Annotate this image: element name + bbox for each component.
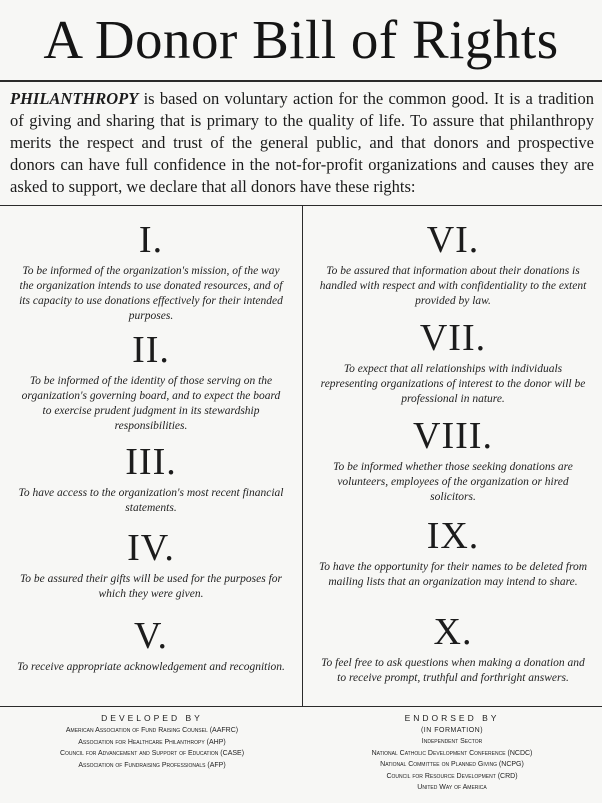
right-numeral: X.	[433, 611, 473, 653]
right-text: To be informed whether those seeking donations are volunteers, employees of the organization or hired solicitors.	[333, 461, 573, 503]
right-numeral: IX.	[426, 515, 480, 557]
organization-line: Council for Advancement and Support of Education (CASE)	[59, 750, 245, 757]
right-item-3	[6, 440, 296, 516]
organization-line: Council for Resource Development (CRD)	[386, 772, 518, 780]
organization-line: Independent Sector	[421, 738, 483, 745]
right-item-7	[308, 316, 598, 407]
organization-line: United Way of America	[417, 784, 487, 791]
column-divider	[302, 206, 303, 706]
right-numeral: IV.	[127, 527, 175, 569]
right-text: To feel free to ask questions when making a donation and to receive prompt, truthful and forthright answers.	[321, 657, 585, 684]
right-numeral: III.	[125, 441, 177, 483]
right-numeral: VII.	[419, 317, 487, 359]
title-rule	[0, 80, 602, 82]
right-text: To have the opportunity for their names to be deleted from mailing lists that an organization may intend to share.	[318, 561, 588, 588]
right-item-2	[6, 328, 296, 434]
developed-by-heading: DEVELOPED BY	[101, 713, 203, 723]
right-text: To be assured that information about their donations is handled with respect and with confidentiality to the extent provided by law.	[319, 265, 587, 307]
intro-keyword: PHILANTHROPY	[10, 89, 139, 108]
right-text: To have access to the organization's most recent financial statements.	[18, 487, 284, 514]
intro-rule	[0, 205, 602, 206]
intro-paragraph	[10, 88, 594, 198]
organization-line: National Catholic Development Conference (NCDC)	[371, 749, 533, 757]
right-item-9	[308, 514, 598, 590]
right-item-5	[6, 614, 296, 675]
organization-line: Association for Healthcare Philanthropy (AHP)	[78, 738, 226, 746]
page-title: A Donor Bill of Rights	[43, 9, 559, 70]
right-item-8	[308, 414, 598, 505]
right-text: To receive appropriate acknowledgement and recognition.	[17, 661, 285, 673]
right-numeral: I.	[138, 219, 164, 261]
developed-by-section	[2, 712, 302, 771]
organization-line: Association of Fundraising Professionals (AFP)	[78, 761, 226, 769]
organization-line: American Association of Fund Raising Counsel (AAFRC)	[65, 727, 239, 734]
right-numeral: VIII.	[413, 415, 493, 457]
intro-text: is based on voluntary action for the common good. It is a tradition of giving and sharing that is primary to the quality of life. To assure that philanthropy merits the respect and trust of the general public, and that donors and prospective donors can have full confidence in the not-for-profit organizations and causes they are asked to support, we declare that all donors have these rights:	[10, 89, 594, 196]
endorsed-by-heading: ENDORSED BY	[404, 713, 500, 723]
endorsed-by-section	[302, 712, 602, 794]
organization-line: National Committee on Planned Giving (NCPG)	[380, 761, 524, 768]
right-item-4	[6, 526, 296, 602]
right-text: To be informed of the organization's mission, of the way the organization intends to use donated resources, and of its capacity to use donations effectively for their intended purposes.	[19, 265, 283, 322]
right-text: To expect that all relationships with individuals representing organizations of interest to the donor will be professional in nature.	[320, 363, 586, 405]
right-text: To be informed of the identity of those serving on the organization's governing board, and to expect the board to exercise prudent judgment in its stewardship responsibilities.	[21, 375, 281, 432]
right-item-1	[6, 218, 296, 324]
right-numeral: VI.	[426, 219, 480, 261]
right-text: To be assured their gifts will be used for the purposes for which they were given.	[19, 573, 283, 600]
right-item-6	[308, 218, 598, 309]
in-formation-note: (IN FORMATION)	[420, 727, 484, 734]
footer-rule	[0, 706, 602, 707]
right-numeral: II.	[132, 329, 170, 371]
right-numeral: V.	[133, 615, 169, 657]
right-item-10	[308, 610, 598, 686]
